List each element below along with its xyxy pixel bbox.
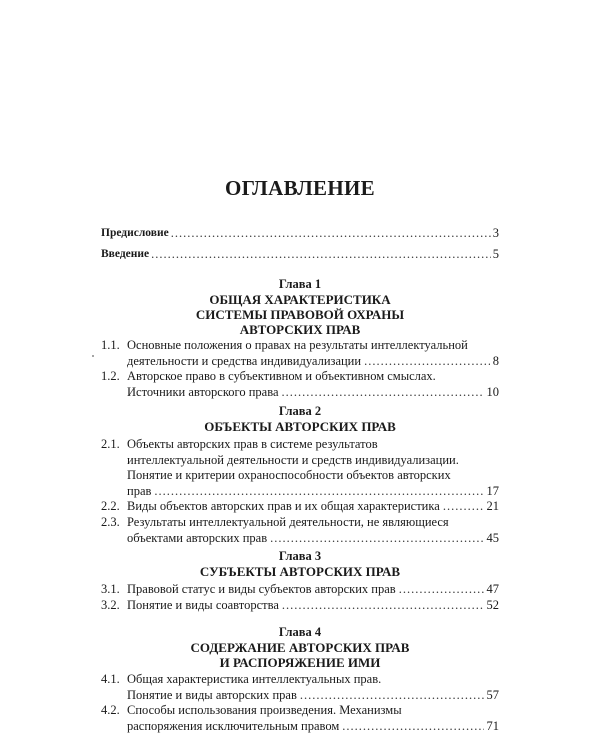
entry-last-line: Понятие и виды соавторства bbox=[127, 598, 279, 612]
entry-last-line: деятельности и средства индивидуализации bbox=[127, 353, 362, 368]
entry-last-line: объектами авторских прав bbox=[127, 530, 268, 545]
toc-entry-4-1[interactable] bbox=[101, 672, 499, 703]
leader-dots bbox=[364, 354, 490, 370]
chapter-4-heading bbox=[0, 625, 600, 670]
entry-last-line: Правовой статус и виды субъектов авторских прав bbox=[127, 582, 396, 596]
chapter-title-line: АВТОРСКИХ ПРАВ bbox=[239, 322, 361, 337]
entry-line: Способы использования произведения. Механизмы bbox=[127, 703, 402, 717]
entry-line: Общая характеристика интеллектуальных прав. bbox=[127, 672, 382, 686]
chapter-number: Глава 4 bbox=[278, 625, 322, 639]
section-number: 4.1. bbox=[101, 672, 120, 686]
toc-page-number: 52 bbox=[486, 598, 499, 612]
entry-line: Понятие и критерии охраноспособности объектов авторских bbox=[127, 468, 451, 482]
toc-page-number: 5 bbox=[492, 247, 499, 261]
scan-speck bbox=[92, 355, 94, 357]
section-number: 2.2. bbox=[101, 499, 120, 513]
toc-page-number: 10 bbox=[486, 384, 499, 399]
chapter-title-line: ОБЩАЯ ХАРАКТЕРИСТИКА bbox=[209, 292, 391, 307]
leader-dots bbox=[342, 719, 483, 735]
leader-dots bbox=[154, 484, 483, 500]
entry-last-line: распоряжения исключительным правом bbox=[127, 718, 340, 733]
entry-line: Объекты авторских прав в системе результатов bbox=[127, 437, 378, 451]
entry-last-line: Виды объектов авторских прав и их общая характеристика bbox=[127, 499, 440, 513]
toc-page-number: 57 bbox=[486, 687, 499, 702]
leader-dots bbox=[270, 531, 483, 547]
toc-page-number: 47 bbox=[486, 582, 499, 596]
chapter-number: Глава 3 bbox=[278, 549, 322, 563]
toc-entry-1-1[interactable] bbox=[101, 338, 499, 369]
toc-entry-4-2[interactable] bbox=[101, 703, 499, 734]
chapter-3-heading bbox=[0, 549, 600, 579]
chapter-title-line: СУБЪЕКТЫ АВТОРСКИХ ПРАВ bbox=[199, 564, 401, 579]
toc-item-preface[interactable] bbox=[101, 226, 499, 241]
leader-dots bbox=[151, 247, 491, 262]
toc-page-number: 71 bbox=[486, 718, 499, 733]
leader-dots bbox=[282, 385, 484, 401]
section-number: 1.2. bbox=[101, 369, 120, 383]
entry-last-line: Источники авторского права bbox=[127, 384, 279, 399]
toc-page-number: 3 bbox=[492, 226, 499, 240]
entry-last-line: Понятие и виды авторских прав bbox=[127, 687, 297, 702]
entry-last-line: прав bbox=[127, 483, 152, 498]
chapter-title-line: СОДЕРЖАНИЕ АВТОРСКИХ ПРАВ bbox=[190, 640, 410, 655]
leader-dots bbox=[443, 499, 484, 515]
entry-line: интеллектуальной деятельности и средств индивидуализации. bbox=[127, 452, 459, 467]
section-number: 3.2. bbox=[101, 598, 120, 612]
toc-entry-2-3[interactable] bbox=[101, 515, 499, 546]
leader-dots bbox=[282, 598, 484, 614]
toc-page-number: 8 bbox=[492, 353, 499, 368]
leader-dots bbox=[399, 582, 484, 598]
leader-dots bbox=[300, 688, 484, 704]
chapter-title-line: И РАСПОРЯЖЕНИЕ ИМИ bbox=[219, 655, 381, 670]
section-number: 1.1. bbox=[101, 338, 120, 352]
toc-item-label: Введение bbox=[101, 248, 150, 260]
toc-page-number: 17 bbox=[486, 483, 499, 498]
toc-page-number: 21 bbox=[486, 499, 499, 513]
entry-line: Основные положения о правах на результаты интеллектуальной bbox=[127, 338, 468, 352]
chapter-title-line: СИСТЕМЫ ПРАВОВОЙ ОХРАНЫ bbox=[195, 307, 405, 322]
toc-entry-1-2[interactable] bbox=[101, 369, 499, 400]
toc-entry-2-1[interactable] bbox=[101, 437, 499, 499]
toc-entry-2-2[interactable] bbox=[101, 499, 499, 515]
chapter-number: Глава 1 bbox=[278, 277, 322, 291]
chapter-title-line: ОБЪЕКТЫ АВТОРСКИХ ПРАВ bbox=[204, 419, 396, 434]
chapter-number: Глава 2 bbox=[278, 404, 322, 418]
toc-item-introduction[interactable] bbox=[101, 247, 499, 262]
section-number: 2.1. bbox=[101, 437, 120, 451]
section-number: 2.3. bbox=[101, 515, 120, 529]
chapter-2-heading bbox=[0, 404, 600, 434]
toc-entry-3-1[interactable] bbox=[101, 582, 499, 598]
entry-line: Авторское право в субъективном и объективном смыслах. bbox=[127, 369, 436, 383]
toc-entry-3-2[interactable] bbox=[101, 598, 499, 614]
toc-page-number: 45 bbox=[486, 530, 499, 545]
leader-dots bbox=[171, 226, 491, 241]
section-number: 4.2. bbox=[101, 703, 120, 717]
page-title: ОГЛАВЛЕНИЕ bbox=[225, 176, 375, 200]
section-number: 3.1. bbox=[101, 582, 120, 596]
entry-line: Результаты интеллектуальной деятельности, не являющиеся bbox=[127, 515, 449, 529]
chapter-1-heading bbox=[0, 277, 600, 337]
toc-item-label: Предисловие bbox=[101, 227, 169, 239]
